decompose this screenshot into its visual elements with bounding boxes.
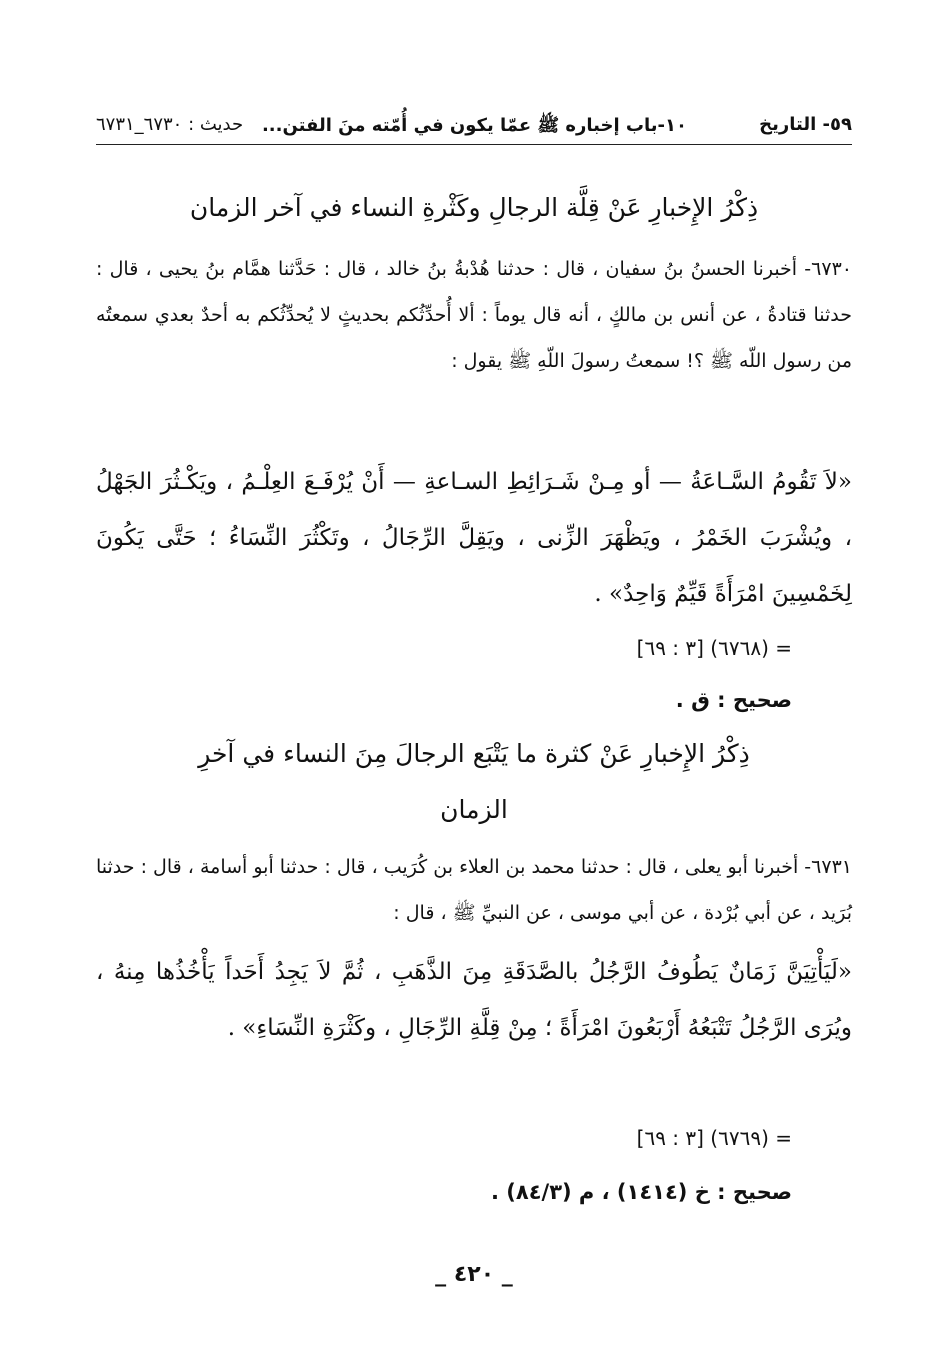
hadith-text: «لاَ تَقُومُ السَّـاعَةُ — أو مِـنْ شَـرَائِطِ السـاعةِ — أَنْ يُرْفَـعَ العِلْـمُ ، ويَكْـثُرَ الجَهْلُ ، ويُشْرَبَ الخَمْرُ ، ويَظْهَرَ الزِّنى ، ويَقِلَّ الرِّجَالُ ، وتَكْثُرَ النِّسَاءُ ؛ حَتَّى يَكُونَ لِخَمْسِينَ امْرَأَةً قَيِّمٌ وَاحِدٌ» . — [96, 469, 852, 607]
cross-reference: = (٦٧٦٩) [٣ : ٦٩] — [636, 1126, 792, 1150]
section-1-hadith — [96, 454, 852, 622]
section-heading: ذِكْرُ الإِخبارِ عَنْ قِلَّة الرجالِ وكَثْرةِ النساء في آخر الزمان — [189, 193, 759, 222]
hadith-grade: صحيح : ق . — [675, 688, 792, 712]
chapter-title: ٥٩- التاريخ — [759, 114, 852, 135]
section-1-reference — [96, 628, 852, 668]
isnad-text: ٦٧٣١- أخبرنا أبو يعلى ، قال : حدثنا محمد بن العلاء بن كُرَيب ، قال : حدثنا أبو أسامة ، قال : حدثنا بُرَيد ، عن أبي بُرْدة ، عن أبي موسى ، عن النبيِّ ﷺ ، قال : — [96, 856, 852, 924]
running-header — [96, 108, 852, 145]
isnad-text: ٦٧٣٠- أخبرنا الحسنُ بنُ سفيان ، قال : حدثنا هُدْبةُ بنُ خالد ، قال : حَدَّثنا همَّام بنُ يحيى ، قال : حدثنا قتادةُ ، عن أنس بن مالكٍ ، أنه قال يوماً : ألا أُحدِّثُكم بحديثٍ لا يُحدِّثُكم به أحدٌ بعدي سمعتُه من رسول اللّه ﷺ ؟! سمعتُ رسولَ اللّهِ ﷺ يقول : — [96, 258, 852, 372]
section-1-grade — [96, 680, 852, 720]
section-title: ١٠-باب إخباره ﷺ عمّا يكون في أُمّته منَ الفتن... — [261, 115, 687, 136]
section-2-grade — [96, 1172, 852, 1212]
section-1 — [96, 180, 852, 236]
section-2-hadith — [96, 944, 852, 1056]
section-2 — [96, 726, 852, 838]
hadith-range: حديث : ٦٧٣٠_٦٧٣١ — [96, 114, 244, 135]
section-2-reference — [96, 1118, 852, 1158]
section-1-isnad — [96, 246, 852, 384]
page-number: _ ٤٢٠ _ — [435, 1262, 513, 1287]
hadith-text: «لَيَأْتِيَنَّ زَمَانٌ يَطُوفُ الرَّجُلُ بالصَّدَقَةِ مِنَ الذَّهَبِ ، ثُمَّ لاَ يَجِدُ أَحَداً يَأْخُذُها مِنهُ ، ويُرَى الرَّجُلُ تَتْبَعُهُ أَرْبَعُونَ امْرَأَةً ؛ مِنْ قِلَّةِ الرِّجَالِ ، وكَثْرَةِ النِّسَاءِ» . — [96, 959, 852, 1041]
hadith-grade: صحيح : خ (١٤١٤) ، م (٨٤/٣) . — [491, 1180, 792, 1204]
section-heading: ذِكْرُ الإِخبارِ عَنْ كثرة ما يَتْبَع الرجالَ مِنَ النساء في آخرِ الزمان — [198, 739, 750, 824]
section-2-isnad — [96, 844, 852, 936]
cross-reference: = (٦٧٦٨) [٣ : ٦٩] — [636, 636, 792, 660]
